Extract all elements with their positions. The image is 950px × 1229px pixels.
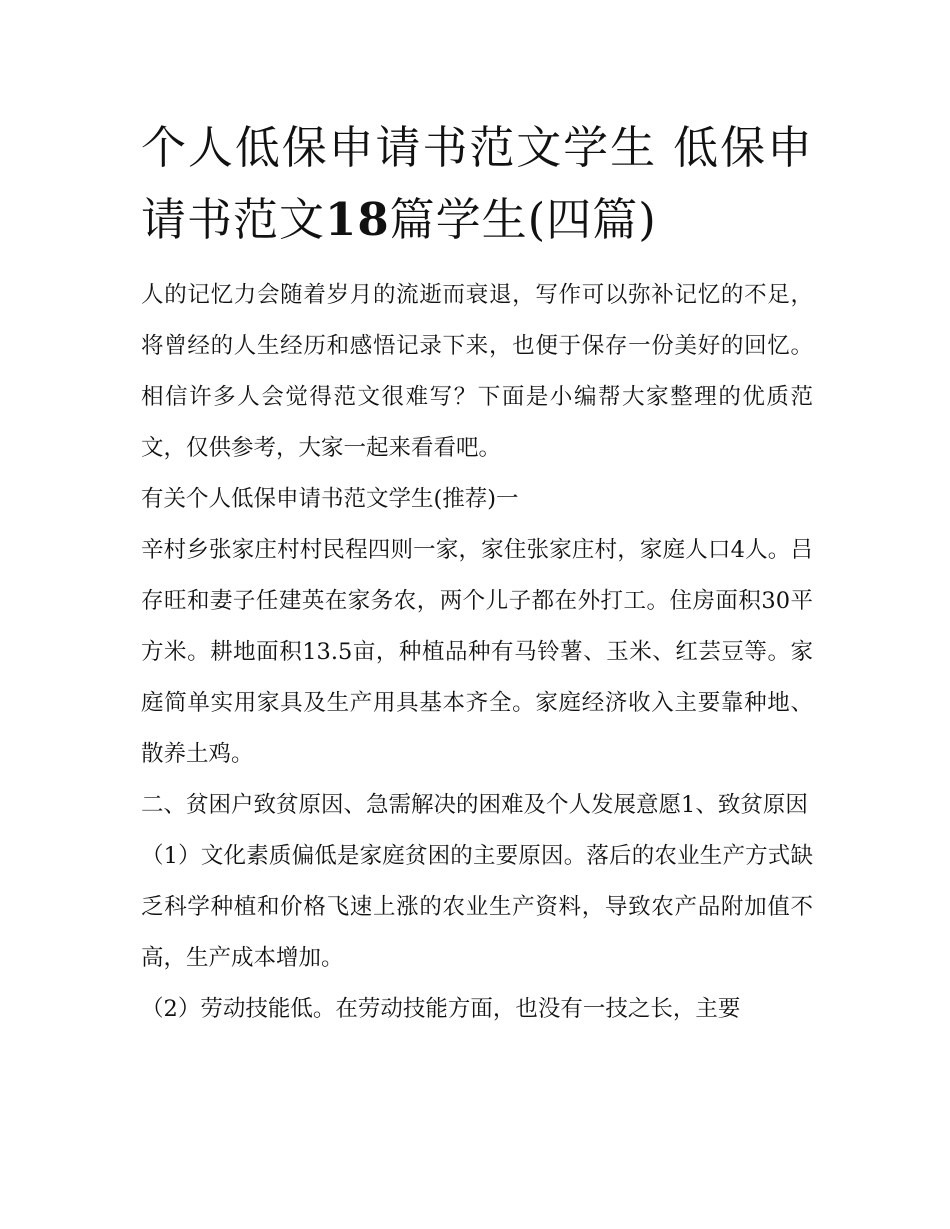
paragraph-cause-2: （2）劳动技能低。在劳动技能方面，也没有一技之长，主要 (141, 996, 741, 1022)
paragraph-cause-1: （1）文化素质偏低是家庭贫困的主要原因。落后的农业生产方式缺乏科学种植和价格飞速上涨的农业生产资料，导致农产品附加值不高，生产成本增加。 (141, 843, 813, 971)
paragraph-intro: 人的记忆力会随着岁月的流逝而衰退，写作可以弥补记忆的不足，将曾经的人生经历和感悟记录下来，也便于保存一份美好的回忆。相信许多人会觉得范文很难写？下面是小编帮大家整理的优质范文，仅供参考，大家一起来看看吧。 (141, 282, 813, 461)
paragraph-family-info: 辛村乡张家庄村村民程四则一家，家住张家庄村，家庭人口4人。吕存旺和妻子任建英在家务农，两个儿子都在外打工。住房面积30平方米。耕地面积13.5亩，种植品种有马铃薯、玉米、红芸豆等。家庭简单实用家具及生产用具基本齐全。家庭经济收入主要靠种地、散养土鸡。 (141, 537, 813, 767)
document-content (141, 112, 813, 1035)
paragraph-poverty-causes-heading: 二、贫困户致贫原因、急需解决的困难及个人发展意愿1、致贫原因 (141, 792, 808, 818)
section-heading: 有关个人低保申请书范文学生(推荐)一 (141, 486, 519, 512)
document-title: 个人低保申请书范文学生 低保申请书范文18篇学生(四篇) (141, 121, 813, 246)
title-number: 18 (325, 193, 390, 246)
document-body (141, 270, 813, 1035)
